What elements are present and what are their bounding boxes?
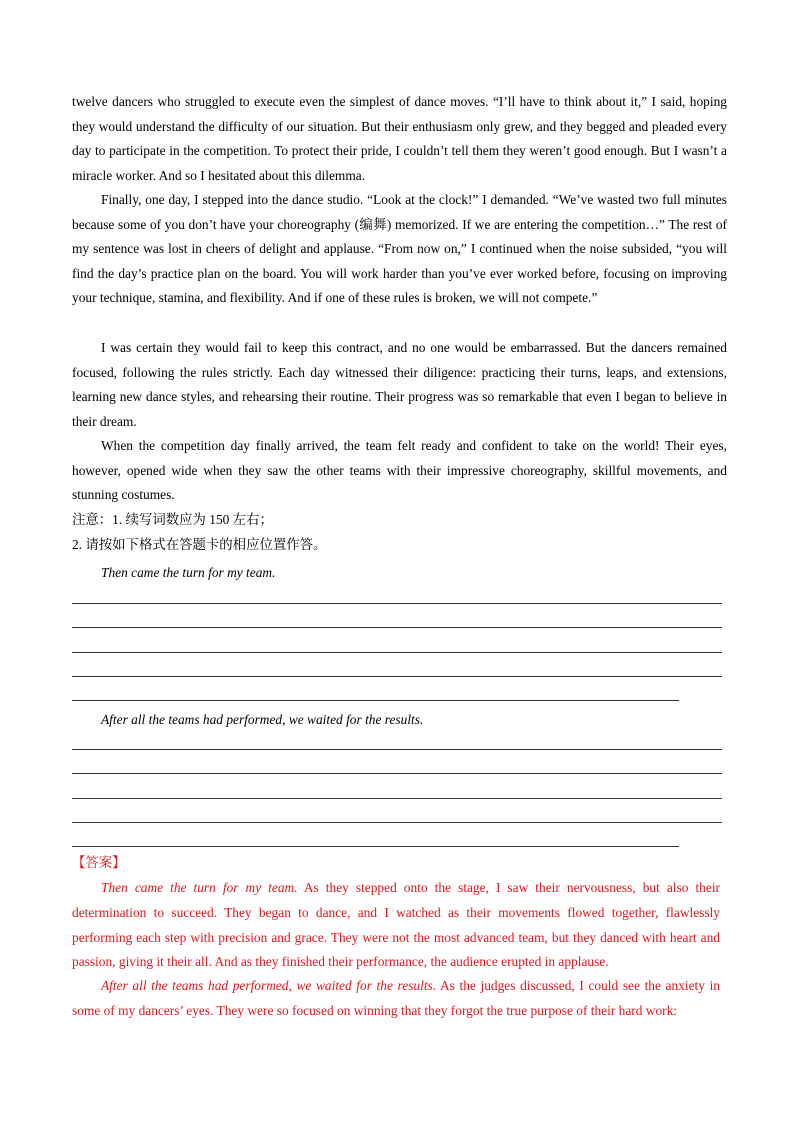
instruction-note-2: 2. 请按如下格式在答题卡的相应位置作答。	[72, 537, 327, 552]
answer-2-body: As the judges discussed, I could see the anxiety in some of my dancers’ eyes. They were so focused on winning that they forgot the true purpose of their hard work:	[72, 978, 721, 1018]
answer-1-lead: Then came the turn for my team.	[101, 880, 298, 895]
answer-2-lead: After all the teams had performed, we waited for the results.	[101, 978, 437, 993]
story-paragraph-2: Finally, one day, I stepped into the dance studio. “Look at the clock!” I demanded. “We’ve wasted two full minutes because some of you don’t have your choreography (编舞) memorized. If we are entering the competition…” The rest of my sentence was lost in cheers of delight and applause. “From now on,” I continued when the noise subsided, “you will find the day’s practice plan on the board. You will work harder than you’ve ever worked before, focusing on improving your technique, stamina, and flexibility. And if one of these rules is broken, we will not compete.”	[72, 192, 727, 306]
writing-line	[72, 846, 679, 847]
writing-line	[72, 700, 679, 701]
instruction-note-1: 注意：1. 续写词数应为 150 左右；	[72, 512, 273, 527]
writing-line	[72, 822, 722, 823]
answer-label: 【答案】	[72, 855, 126, 870]
story-paragraph-3: I was certain they would fail to keep this contract, and no one would be embarrassed. But the dancers remained focused, following the rules strictly. Each day witnessed their diligence: practicing their turns, leaps, and extensions, learning new dance styles, and rehearsing their routine. Their progress was so remarkable that even I began to believe in their dream.	[72, 340, 727, 429]
writing-line	[72, 652, 722, 653]
writing-line	[72, 603, 722, 604]
writing-line	[72, 627, 722, 628]
writing-line	[72, 798, 722, 799]
story-paragraph-1: twelve dancers who struggled to execute even the simplest of dance moves. “I’ll have to think about it,” I said, hoping they would understand the difficulty of our situation. But their enthusiasm only grew, and they begged and pleaded every day to participate in the competition. To protect their pride, I couldn’t tell them they weren’t good enough. But I wasn’t a miracle worker. And so I hesitated about this dilemma.	[72, 94, 727, 183]
answer-paragraph-1	[72, 876, 720, 975]
writing-line	[72, 749, 722, 750]
answer-paragraph-2	[72, 974, 720, 1024]
writing-line	[72, 773, 722, 774]
prompt-second: After all the teams had performed, we waited for the results.	[101, 712, 424, 727]
story-paragraph-4: When the competition day finally arrived, the team felt ready and confident to take on the world! Their eyes, however, opened wide when they saw the other teams with their impressive choreography, skillful movements, and stunning costumes.	[72, 438, 727, 503]
writing-line	[72, 676, 722, 677]
answer-1-body: As they stepped onto the stage, I saw their nervousness, but also their determination to succeed. They began to dance, and I watched as their movements flowed together, flawlessly performing each step with precision and grace. They were not the most advanced team, but they danced with heart and passion, giving it their all. And as they finished their performance, the audience erupted in applause.	[72, 880, 721, 970]
prompt-first: Then came the turn for my team.	[101, 565, 276, 580]
